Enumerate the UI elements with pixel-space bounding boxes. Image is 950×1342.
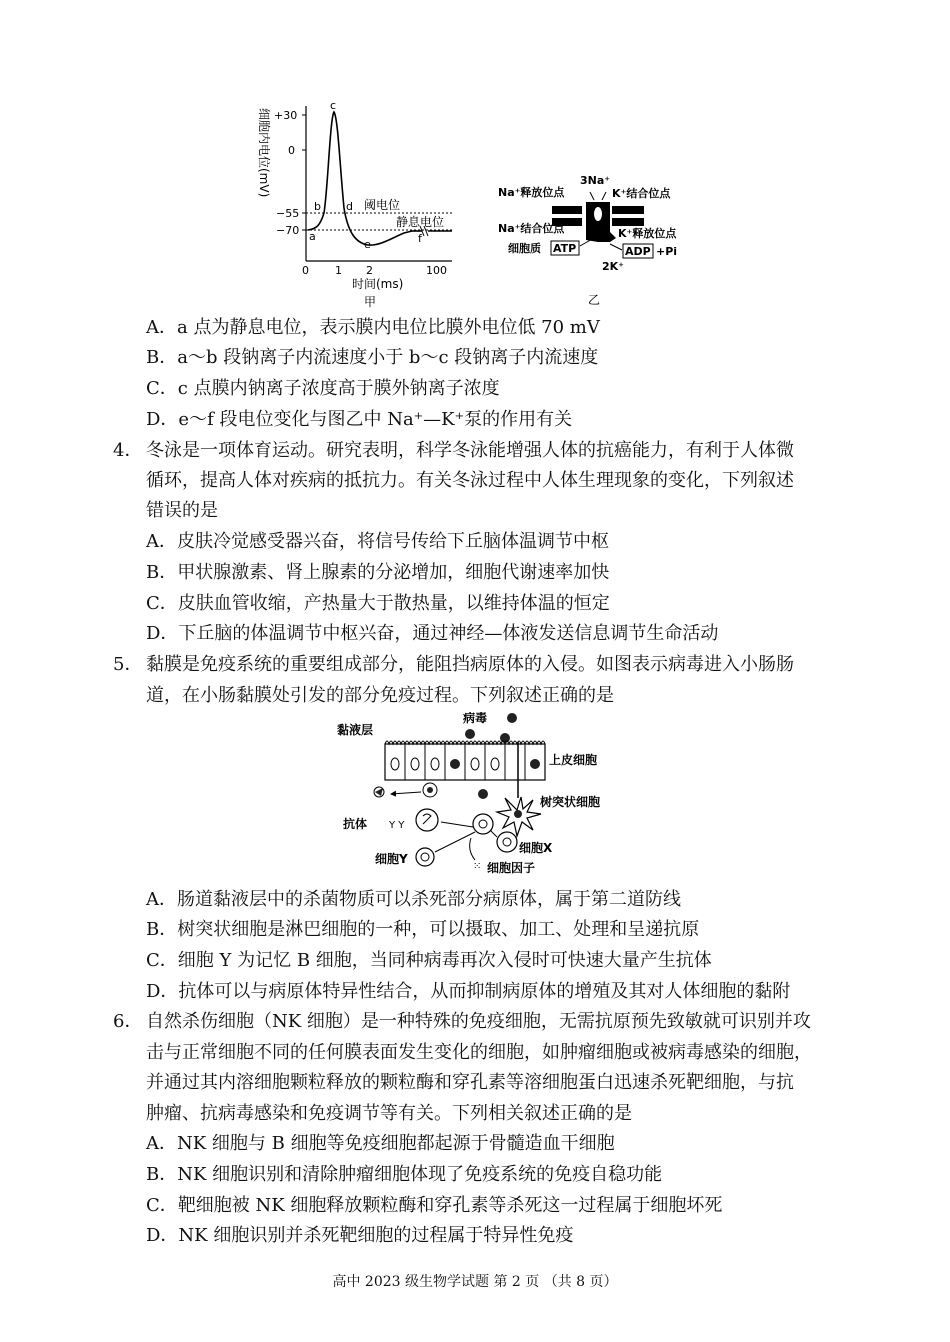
mucus-label: 黏液层: [337, 723, 374, 737]
q4-stem-line1: 冬泳是一项体育运动。研究表明，科学冬泳能增强人体的抗癌能力，有利于人体微: [146, 440, 794, 461]
x-tick-1: 1: [335, 264, 342, 277]
figure-intestinal-immunity: [335, 712, 625, 878]
page-footer: 高中 2023 级生物学试题 第 2 页 （共 8 页）: [332, 1274, 618, 1290]
point-e: e: [364, 238, 371, 251]
pump-protein: [586, 202, 616, 242]
q5-option-a: A．肠道黏液层中的杀菌物质可以杀死部分病原体，属于第二道防线: [146, 889, 681, 910]
cell-y: [416, 848, 434, 866]
adp-label: ADP: [625, 245, 651, 258]
q5-option-c: C．细胞 Y 为记忆 B 细胞，当同种病毒再次入侵时可快速大量产生抗体: [146, 950, 712, 971]
figure-yi-na-k-pump: [498, 172, 708, 307]
x-tick-0: 0: [302, 264, 309, 277]
virus-icon: [507, 713, 517, 723]
atp-label: ATP: [553, 242, 577, 255]
na-release-label: Na⁺释放位点: [498, 186, 565, 199]
q4-stem-line2: 循环，提高人体对疾病的抵抗力。有关冬泳过程中人体生理现象的变化，下列叙述: [146, 470, 794, 491]
svg-text:Y Y: Y Y: [389, 820, 405, 831]
point-c: c: [330, 99, 337, 112]
cytokine-label: 细胞因子: [487, 861, 536, 875]
y-tick-0: 0: [288, 144, 295, 157]
point-f: f: [418, 232, 422, 245]
q3-option-b: B．a～b 段钠离子内流速度小于 b～c 段钠离子内流速度: [146, 347, 599, 368]
q4-stem-line3: 错误的是: [146, 500, 218, 521]
q4-option-c: C．皮肤血管收缩，产热量大于散热量，以维持体温的恒定: [146, 593, 610, 614]
k-bind-label: K⁺结合位点: [612, 187, 671, 200]
q5-stem-line1: 黏膜是免疫系统的重要组成部分，能阻挡病原体的入侵。如图表示病毒进入小肠肠: [146, 654, 794, 675]
q5-number: 5．: [113, 654, 143, 675]
threshold-label: 阈电位: [364, 198, 401, 212]
q6-stem-line4: 肿瘤、抗病毒感染和免疫调节等有关。下列相关叙述正确的是: [146, 1103, 632, 1124]
point-d: d: [346, 200, 353, 213]
q5-option-b: B．树突状细胞是淋巴细胞的一种，可以摄取、加工、处理和呈递抗原: [146, 919, 700, 940]
epithelial-label: 上皮细胞: [549, 753, 598, 767]
q6-option-c: C．靶细胞被 NK 细胞释放颗粒酶和穿孔素等杀死这一过程属于细胞坏死: [146, 1195, 723, 1216]
cytoplasm-label: 细胞质: [508, 242, 541, 255]
q6-stem-line1: 自然杀伤细胞（NK 细胞）是一种特殊的免疫细胞，无需抗原预先致敏就可识别并攻: [146, 1011, 811, 1032]
na-bind-label: Na⁺结合位点: [498, 222, 565, 235]
virus-label: 病毒: [463, 712, 488, 725]
caption-yi: 乙: [588, 293, 601, 307]
q6-option-a: A．NK 细胞与 B 细胞等免疫细胞都起源于骨髓造血干细胞: [146, 1133, 615, 1154]
k-release-label: K⁺释放位点: [618, 227, 677, 240]
point-a: a: [309, 230, 316, 243]
cell-y-label: 细胞Y: [375, 852, 408, 866]
q3-option-d: D．e～f 段电位变化与图乙中 Na⁺—K⁺泵的作用有关: [146, 409, 573, 430]
x-tick-100: 100: [426, 264, 447, 277]
point-b: b: [314, 200, 321, 213]
q6-option-d: D．NK 细胞识别并杀死靶细胞的过程属于特异性免疫: [146, 1225, 574, 1246]
y-axis-label: 细胞内电位(mV): [257, 108, 271, 198]
q6-stem-line2: 击与正常细胞不同的任何膜表面发生变化的细胞，如肿瘤细胞或被病毒感染的细胞，: [146, 1042, 812, 1063]
q4-number: 4．: [113, 440, 143, 461]
q4-option-a: A．皮肤冷觉感受器兴奋，将信号传给下丘脑体温调节中枢: [146, 531, 609, 552]
x-axis-label: 时间(ms): [352, 277, 404, 291]
q6-option-b: B．NK 细胞识别和清除肿瘤细胞体现了免疫系统的免疫自稳功能: [146, 1164, 663, 1185]
q4-option-d: D．下丘脑的体温调节中枢兴奋，通过神经—体液发送信息调节生命活动: [146, 623, 719, 644]
q6-stem-line3: 并通过其内溶细胞颗粒释放的颗粒酶和穿孔素等溶细胞蛋白迅速杀死靶细胞，与抗: [146, 1072, 794, 1093]
q5-stem-line2: 道，在小肠黏膜处引发的部分免疫过程。下列叙述正确的是: [146, 685, 614, 706]
cell-x-label: 细胞X: [519, 841, 553, 855]
y-tick-55: −55: [276, 207, 300, 220]
y-tick-70: −70: [276, 224, 300, 237]
two-k-label: 2K⁺: [602, 260, 624, 273]
dendritic-label: 树突状细胞: [540, 795, 601, 809]
q5-option-d: D．抗体可以与病原体特异性结合，从而抑制病原体的增殖及其对人体细胞的黏附: [146, 981, 791, 1002]
three-na-label: 3Na⁺: [580, 174, 611, 187]
q6-number: 6．: [113, 1011, 143, 1032]
q4-option-b: B．甲状腺激素、肾上腺素的分泌增加，细胞代谢速率加快: [146, 562, 610, 583]
pi-label: +Pi: [656, 245, 678, 258]
x-tick-2: 2: [366, 264, 373, 277]
resting-label: 静息电位: [396, 215, 445, 229]
cell-x: [497, 832, 517, 852]
figure-jia-action-potential: [252, 98, 467, 313]
q3-option-a: A．a 点为静息电位，表示膜内电位比膜外电位低 70 mV: [146, 317, 600, 338]
svg-text:⁙: ⁙: [473, 861, 482, 872]
q3-option-c: C．c 点膜内钠离子浓度高于膜外钠离子浓度: [146, 378, 500, 399]
caption-jia: 甲: [364, 295, 377, 309]
y-tick-30: +30: [274, 109, 298, 122]
antibody-label: 抗体: [343, 817, 368, 831]
